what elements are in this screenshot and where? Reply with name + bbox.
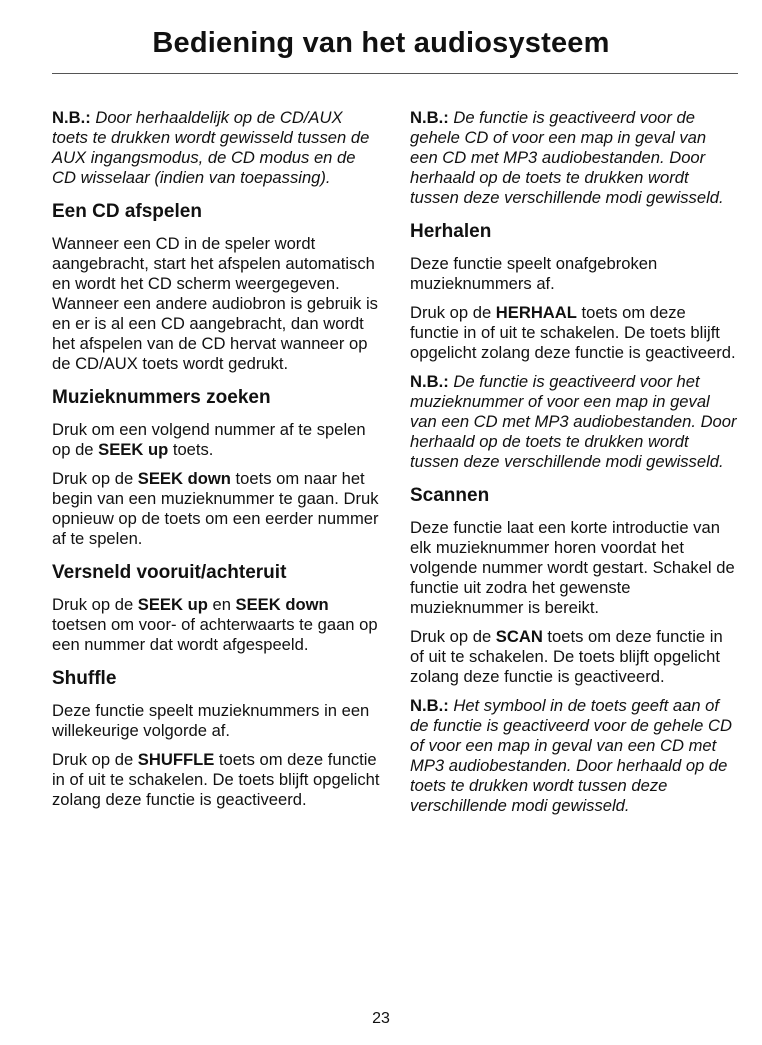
- right-column: [410, 108, 738, 825]
- scan-key-label: SCAN: [495, 627, 543, 646]
- note-text: Door herhaaldelijk op de CD/AUX toets te drukken wordt gewisseld tussen de AUX ingangsmodus, de CD modus en de CD wisselaar (indien van toepassing).: [52, 108, 370, 187]
- paragraph-seek-down: Druk op de SEEK down toets om naar het begin van een muzieknummer te gaan. Druk opnieuw op de toets om een eerder nummer af te spelen.: [52, 469, 379, 548]
- note-label: N.B.:: [52, 108, 91, 127]
- shuffle-key-label: SHUFFLE: [137, 750, 215, 769]
- note-repeat: N.B.: De functie is geactiveerd voor het muzieknummer of voor een map in geval van een CD met MP3 audiobestanden. Door herhaald op de toets te drukken wordt tussen deze verschillende modi gewisseld.: [410, 372, 737, 471]
- repeat-key-label: HERHAAL: [495, 303, 577, 322]
- paragraph-repeat-key: Druk op de HERHAAL toets om deze functie in of uit te schakelen. De toets blijft opgelicht zolang deze functie is geactiveerd.: [410, 303, 736, 362]
- note-label: N.B.:: [410, 108, 449, 127]
- heading-shuffle: Shuffle: [52, 668, 117, 689]
- note-scan: N.B.: Het symbool in de toets geeft aan of de functie is geactiveerd voor de gehele CD of voor een map in geval van een CD met MP3 audiobestanden. Door herhaald op de toets te drukken wordt tussen deze verschillende modi gewisseld.: [410, 696, 732, 815]
- paragraph-shuffle-key: Druk op de SHUFFLE toets om deze functie in of uit te schakelen. De toets blijft opgelicht zolang deze functie is geactiveerd.: [52, 750, 380, 809]
- heading-scan: Scannen: [410, 485, 490, 506]
- heading-repeat: Herhalen: [410, 221, 492, 242]
- paragraph-scan-desc: Deze functie laat een korte introductie van elk muzieknummer horen voordat het volgende nummer wordt gestart. Schakel de functie uit zodra het gewenste muzieknummer is bereikt.: [410, 518, 735, 617]
- paragraph-play-cd: Wanneer een CD in de speler wordt aangebracht, start het afspelen automatisch en wordt het CD scherm weergegeven. Wanneer een andere audiobron is gebruik is en er is al een CD aangebracht, dan wordt het afspelen van de CD hervat wanneer op de CD/AUX toets wordt gedrukt.: [52, 234, 378, 373]
- note-function-scope: [410, 108, 738, 208]
- heading-play-cd: Een CD afspelen: [52, 201, 202, 222]
- seek-up-key-label: SEEK up: [98, 440, 169, 459]
- note-cd-aux: [52, 108, 380, 188]
- note-text: De functie is geactiveerd voor de gehele CD of voor een map in geval van een CD met MP3 audiobestanden. Door herhaald op de toets te drukken wordt tussen deze verschillende modi gewisseld.: [410, 108, 724, 207]
- left-column: [52, 108, 380, 819]
- paragraph-seek-up: Druk om een volgend nummer af te spelen op de SEEK up toets.: [52, 420, 366, 459]
- paragraph-shuffle-desc: Deze functie speelt muzieknummers in een willekeurige volgorde af.: [52, 701, 370, 740]
- title-divider: [52, 73, 738, 74]
- heading-seek: Muzieknummers zoeken: [52, 387, 271, 408]
- page-title: Bediening van het audiosysteem: [152, 27, 610, 59]
- paragraph-fast-forward: Druk op de SEEK up en SEEK down toetsen om voor- of achterwaarts te gaan op een nummer dat wordt afgespeeld.: [52, 595, 378, 654]
- page-number: 23: [372, 1010, 390, 1027]
- heading-fast-forward: Versneld vooruit/achteruit: [52, 562, 287, 583]
- seek-down-key-label: SEEK down: [137, 469, 231, 488]
- paragraph-repeat-desc: Deze functie speelt onafgebroken muzieknummers af.: [410, 254, 658, 293]
- paragraph-scan-key: Druk op de SCAN toets om deze functie in of uit te schakelen. De toets blijft opgelicht zolang deze functie is geactiveerd.: [410, 627, 723, 686]
